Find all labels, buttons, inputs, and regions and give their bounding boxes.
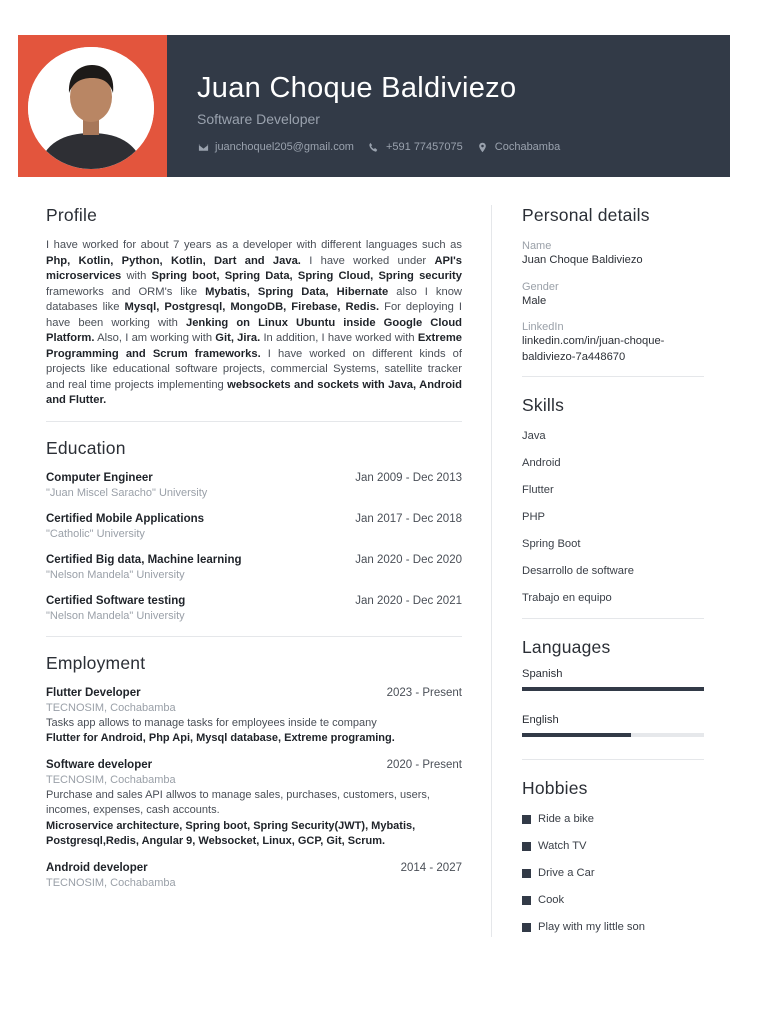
hobby-item — [522, 866, 704, 881]
education-dates: Jan 2020 - Dec 2021 — [355, 594, 462, 607]
linkedin-label: LinkedIn — [522, 321, 564, 333]
school-name: "Nelson Mandela" University — [46, 609, 185, 622]
name-label: Name — [522, 240, 552, 252]
language-name: Spanish — [522, 668, 563, 680]
envelope-icon — [197, 141, 209, 153]
section-divider — [522, 376, 704, 377]
school-name: "Catholic" University — [46, 527, 145, 540]
section-divider — [46, 421, 462, 422]
degree-title: Certified Software testing — [46, 594, 186, 607]
person-avatar-icon — [28, 47, 154, 169]
profile-text-segment: also I know databases like — [46, 285, 463, 313]
employment-entry — [46, 758, 462, 850]
side-column — [522, 205, 704, 947]
education-heading: Education — [46, 437, 126, 458]
skills-heading: Skills — [522, 395, 565, 415]
email-contact[interactable] — [197, 141, 354, 153]
job-technologies: Microservice architecture, Spring boot, Spring Security(JWT), Mybatis, Postgresql,Redis, Angular 9, Websocket, Linux, GCP, Git, Scrum. — [46, 819, 416, 847]
skill-item: Java — [522, 430, 546, 442]
phone-contact[interactable] — [368, 141, 463, 153]
company-name: TECNOSIM, Cochabamba — [46, 773, 176, 786]
resume-header — [18, 35, 730, 177]
gender-label: Gender — [522, 280, 559, 293]
hobby-label: Cook — [538, 894, 565, 906]
job-role: Flutter Developer — [46, 686, 141, 699]
degree-title: Certified Mobile Applications — [46, 512, 205, 525]
skill-item: Trabajo en equipo — [522, 592, 612, 604]
profile-text-segment: I have worked under — [300, 254, 435, 267]
photo-panel — [18, 35, 167, 177]
skill-item: Android — [522, 457, 561, 469]
square-bullet-icon — [522, 923, 531, 932]
name-value: Juan Choque Baldiviezo — [522, 254, 643, 266]
employment-dates: 2020 - Present — [386, 758, 462, 771]
hobby-item — [522, 920, 704, 935]
main-column — [46, 205, 462, 902]
section-divider — [46, 636, 462, 637]
job-technologies: Flutter for Android, Php Api, Mysql database, Extreme programing. — [46, 732, 395, 744]
education-dates: Jan 2020 - Dec 2020 — [355, 553, 462, 566]
hobby-item — [522, 812, 704, 827]
language-level-bar — [522, 733, 704, 737]
profile-text-segment: In addition, I have worked with — [260, 332, 418, 344]
education-entry — [46, 512, 462, 542]
hobby-label: Ride a bike — [538, 813, 594, 825]
gender-value: Male — [522, 294, 547, 307]
employment-list — [46, 686, 462, 891]
profile-text-segment: For deploying I have been working with — [46, 301, 462, 329]
profile-highlight: Mybatis, Spring Data, Hibernate — [205, 285, 389, 298]
profile-heading: Profile — [46, 205, 98, 225]
degree-title: Computer Engineer — [46, 471, 153, 484]
square-bullet-icon — [522, 842, 531, 851]
profile-highlight: Spring boot, Spring Data, Spring Cloud, Spring security — [151, 270, 462, 282]
map-pin-icon — [477, 141, 489, 153]
company-name: TECNOSIM, Cochabamba — [46, 701, 176, 714]
languages-list — [522, 667, 704, 737]
employment-heading: Employment — [46, 652, 146, 673]
job-role: Android developer — [46, 861, 148, 874]
language-level-fill — [522, 687, 704, 691]
profile-highlight: websockets and sockets with Java, Android and Flutter. — [46, 378, 462, 406]
employment-dates: 2014 - 2027 — [400, 861, 462, 874]
employment-dates: 2023 - Present — [386, 686, 462, 699]
location-contact — [477, 141, 560, 153]
education-entry — [46, 594, 462, 624]
profile-highlight: Mysql, Postgresql, MongoDB, Firebase, Redis. — [124, 301, 380, 313]
profile-text-segment: I have worked for about 7 years as a developer with different languages such as — [46, 239, 462, 251]
job-role: Software developer — [46, 758, 153, 771]
column-divider — [491, 205, 492, 937]
square-bullet-icon — [522, 896, 531, 905]
profile-highlight: Jenking on Linux Ubuntu inside Google Cloud Platform. — [46, 316, 462, 344]
profile-text-segment: I have worked on different kinds of projects like educational software projects, commercial Systems, satellite tracker and real time projects implementing — [46, 347, 462, 391]
languages-heading: Languages — [522, 637, 611, 657]
education-entry — [46, 471, 462, 501]
hobbies-heading: Hobbies — [522, 778, 588, 798]
linkedin-link[interactable]: linkedin.com/in/juan-choque-baldiviezo-7a448670 — [522, 335, 665, 363]
education-list — [46, 471, 462, 624]
square-bullet-icon — [522, 869, 531, 878]
section-divider — [522, 618, 704, 619]
company-name: TECNOSIM, Cochabamba — [46, 876, 176, 889]
job-description: Purchase and sales API allwos to manage sales, purchases, customers, users, incomes, expenses, cash accounts. — [46, 788, 430, 816]
square-bullet-icon — [522, 815, 531, 824]
employment-entry — [46, 686, 462, 747]
hobby-item — [522, 893, 704, 908]
section-divider — [522, 759, 704, 760]
language-level-bar — [522, 687, 704, 691]
skill-item: Spring Boot — [522, 538, 581, 550]
hobby-label: Drive a Car — [538, 867, 595, 879]
job-title: Software Developer — [197, 111, 320, 127]
profile-highlight: API's microservices — [46, 254, 462, 282]
school-name: "Juan Miscel Saracho" University — [46, 486, 208, 499]
skill-item: PHP — [522, 511, 546, 523]
degree-title: Certified Big data, Machine learning — [46, 553, 242, 566]
phone-text: +591 77457075 — [385, 141, 463, 153]
email-text: juanchoquel205@gmail.com — [215, 141, 354, 153]
language-name: English — [522, 714, 559, 726]
profile-text-segment: with — [121, 270, 152, 282]
candidate-name: Juan Choque Baldiviezo — [197, 72, 517, 104]
education-dates: Jan 2017 - Dec 2018 — [355, 512, 462, 525]
profile-highlight: Php, Kotlin, Python, Kotlin, Dart and Java. — [46, 254, 301, 267]
hobby-label: Play with my little son — [538, 921, 645, 933]
language-level-fill — [522, 733, 631, 737]
contact-info — [197, 141, 574, 153]
profile-photo — [28, 47, 154, 169]
hobbies-list — [522, 812, 704, 935]
skill-item: Flutter — [522, 484, 554, 496]
hobby-label: Watch TV — [538, 840, 587, 852]
employment-entry — [46, 861, 462, 891]
education-dates: Jan 2009 - Dec 2013 — [355, 471, 462, 484]
job-description: Tasks app allows to manage tasks for employees inside te company — [46, 716, 377, 729]
skill-item: Desarrollo de software — [522, 565, 634, 577]
profile-text-segment: Also, I am working with — [94, 332, 216, 344]
hobby-item — [522, 839, 704, 854]
skills-list — [522, 429, 704, 606]
school-name: "Nelson Mandela" University — [46, 568, 185, 581]
profile-highlight: Extreme Programming and Scrum frameworks. — [46, 332, 462, 360]
profile-highlight: Git, Jira. — [215, 332, 261, 344]
phone-icon — [368, 141, 380, 153]
profile-summary — [46, 238, 462, 409]
education-entry — [46, 553, 462, 583]
profile-text-segment: frameworks and ORM's like — [46, 285, 206, 298]
personal-details-heading: Personal details — [522, 205, 650, 225]
location-text: Cochabamba — [494, 141, 561, 153]
